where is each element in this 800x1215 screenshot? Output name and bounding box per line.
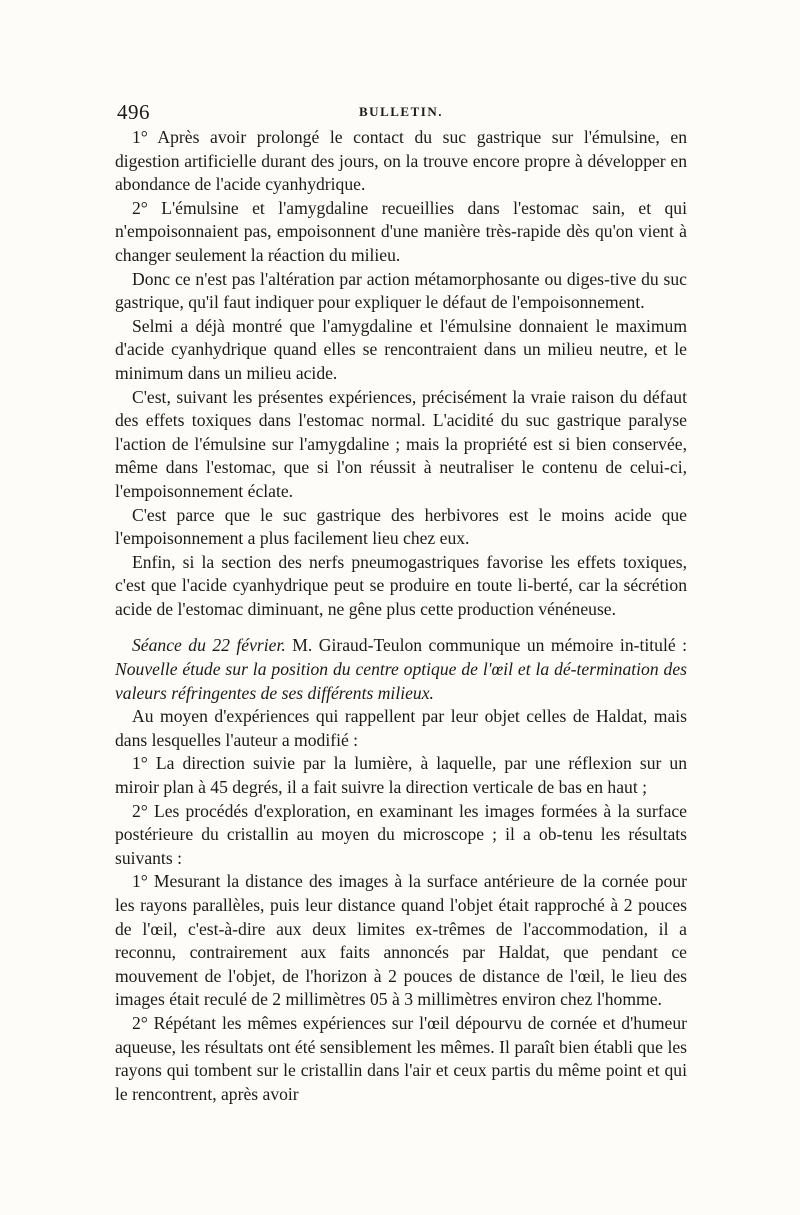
paragraph-5: C'est, suivant les présentes expériences, précisément la vraie raison du défaut des effets toxiques dans l'estomac normal. L'acidité du suc gastrique paralyse l'action de l'émulsine sur l'amygdaline ; mais la propriété est si bien conservée, même dans l'estomac, que si l'on réussit à neutraliser le contenu de celui-ci, l'empoisonnement éclate. — [115, 386, 687, 501]
paragraph-11: 2° Les procédés d'exploration, en examinant les images formées à la surface postérieure du cristallin au moyen du microscope ; il a ob-tenu les résultats suivants : — [115, 800, 687, 868]
page-header — [117, 100, 685, 126]
paragraph-9: Au moyen d'expériences qui rappellent par leur objet celles de Haldat, mais dans lesquelles l'auteur a modifié : — [115, 706, 687, 750]
paragraph-6: C'est parce que le suc gastrique des herbivores est le moins acide que l'empoisonnement a plus facilement lieu chez eux. — [115, 504, 687, 549]
paragraph-2: 2° L'émulsine et l'amygdaline recueillies dans l'estomac sain, et qui n'empoisonnaient pas, empoisonnent d'une manière très-rapide dès qu'on vient à changer seulement la réaction du milieu. — [115, 197, 687, 265]
paragraph-1: 1° Après avoir prolongé le contact du suc gastrique sur l'émulsine, en digestion artificielle durant des jours, on la trouve encore propre à développer en abondance de l'acide cyanhydrique. — [115, 127, 687, 195]
paragraph-10: 1° La direction suivie par la lumière, à laquelle, par une réflexion sur un miroir plan à 45 degrés, il a fait suivre la direction verticale de bas en haut ; — [115, 753, 687, 798]
seance-date: Séance du 22 février. — [132, 635, 286, 656]
body-text — [115, 126, 687, 1106]
seance-lead: M. Giraud-Teulon communique un mémoire in-titulé : — [285, 635, 687, 656]
memoire-title: Nouvelle étude sur la position du centre optique de l'œil et la dé-termination des valeurs réfringentes de ses différents milieux. — [115, 659, 687, 703]
paragraph-7: Enfin, si la section des nerfs pneumogastriques favorise les effets toxiques, c'est que l'acide cyanhydrique peut se produire en toute li-berté, car la sécrétion acide de l'estomac diminuant, ne gêne plus cette production vénéneuse. — [115, 551, 687, 619]
page-number: 496 — [117, 100, 150, 124]
paragraph-13: 2° Répétant les mêmes expériences sur l'œil dépourvu de cornée et d'humeur aqueuse, les résultats ont été sensiblement les mêmes. Il paraît bien établi que les rayons qui tombent sur le cristallin dans l'air et ceux partis du même point et qui le rencontrent, après avoir — [115, 1012, 687, 1104]
paragraph-4: Selmi a déjà montré que l'amygdaline et l'émulsine donnaient le maximum d'acide cyanhydrique quand elles se rencontraient dans un milieu neutre, et le minimum dans un milieu acide. — [115, 315, 687, 383]
running-head: BULLETIN. — [359, 104, 443, 119]
paragraph-3: Donc ce n'est pas l'altération par action métamorphosante ou diges-tive du suc gastrique, qu'il faut indiquer pour expliquer le défaut de l'empoisonnement. — [115, 268, 687, 313]
seance-paragraph — [115, 634, 687, 705]
paragraph-12: 1° Mesurant la distance des images à la surface antérieure de la cornée pour les rayons parallèles, puis leur distance quand l'objet était rapproché à 2 pouces de l'œil, c'est-à-dire aux deux limites ex-trêmes de l'accommodation, il a reconnu, contrairement aux faits annoncés par Haldat, que pendant ce mouvement de l'objet, de l'horizon à 2 pouces de distance de l'œil, le lieu des images était reculé de 2 millimètres 05 à 3 millimètres environ chez l'homme. — [115, 871, 687, 1010]
